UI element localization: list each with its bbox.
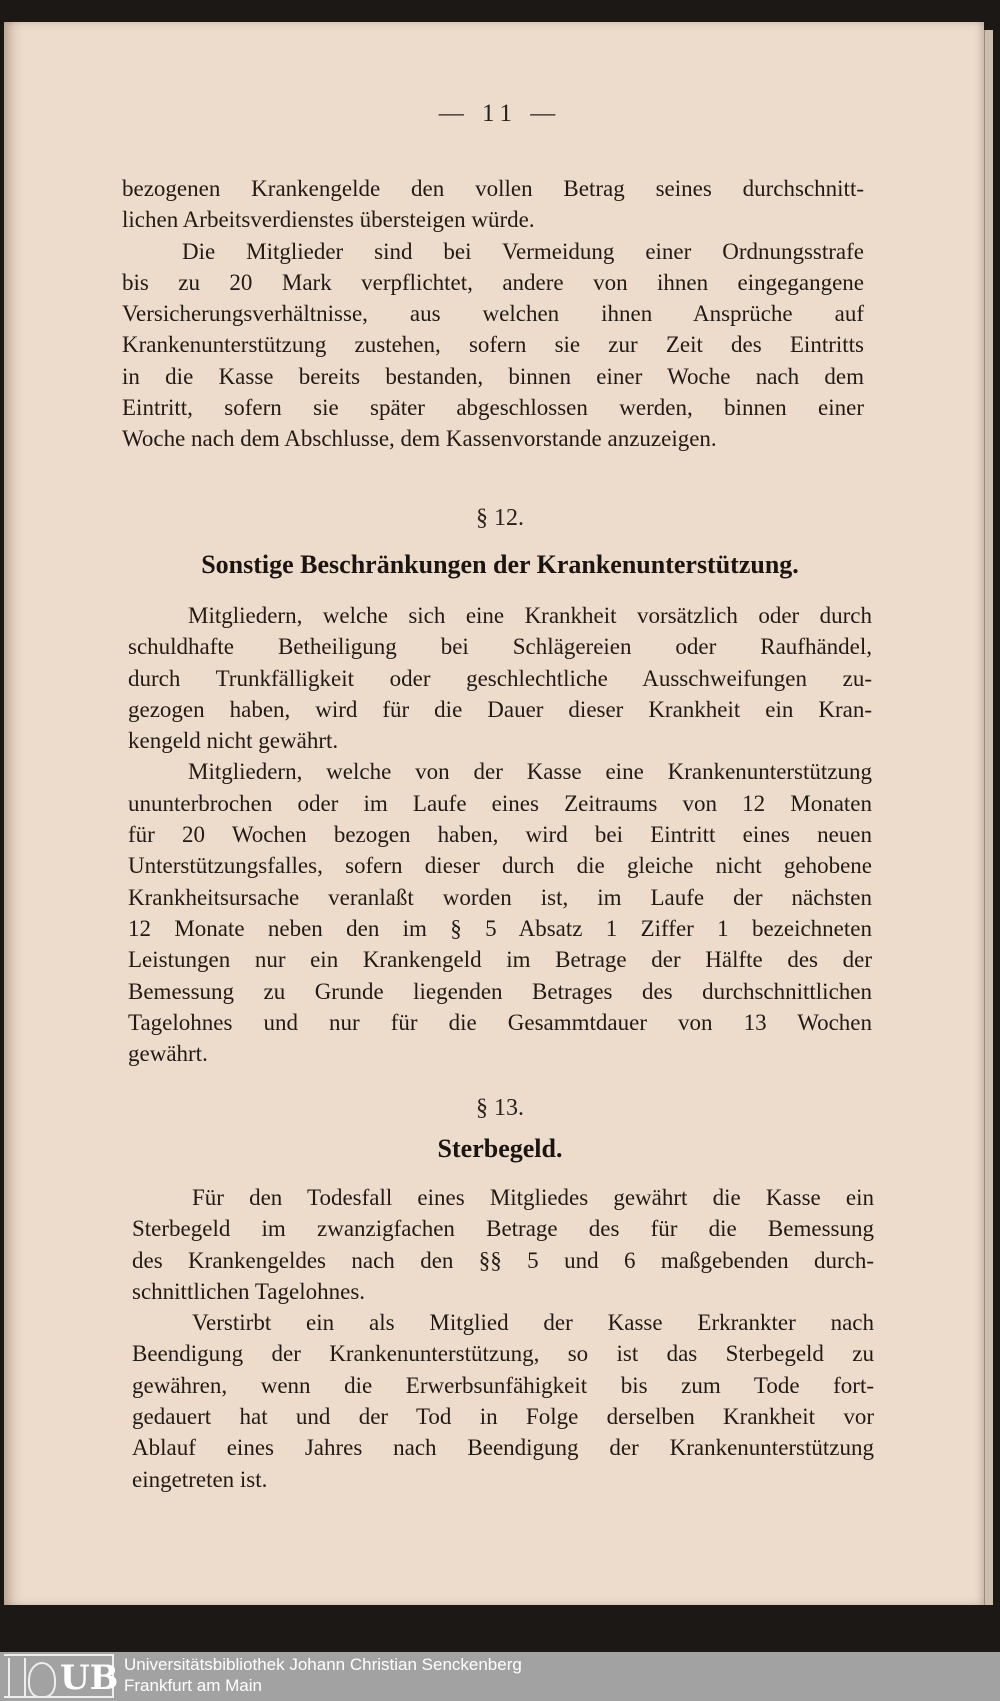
text-line: Für den Todesfall eines Mitgliedes gewährt die Kasse ein [192,1185,874,1210]
text-line: ununterbrochen oder im Laufe eines Zeitraums von 12 Monaten [128,790,872,816]
section-13-title: Sterbegeld. [437,1134,563,1163]
text-line: kengeld nicht gewährt. [128,728,339,754]
text-line: des Krankengeldes nach den §§ 5 und 6 maßgebenden durch- [132,1247,874,1273]
text-line: bezogenen Krankengelde den vollen Betrag seines durchschnitt- [122,176,864,201]
portrait-logo-icon [28,1662,56,1698]
text-line: Die Mitglieder sind bei Vermeidung einer Ordnungsstrafe [182,238,864,264]
text-line: bis zu 20 Mark verpflichtet, andere von ihnen eingegangene [122,269,864,295]
text-line: Mitgliedern, welche sich eine Krankheit vorsätzlich oder durch [188,603,872,628]
text-line: Leistungen nur ein Krankengeld im Betrage der Hälfte des der [128,947,872,973]
library-city: Frankfurt am Main [124,1676,262,1695]
column-logo-icon [8,1658,26,1696]
text-line: Mitgliedern, welche von der Kasse eine Krankenunterstützung [188,759,872,785]
page-number: — 11 — [438,100,562,127]
ub-logo-text: UB [60,1658,119,1698]
page-stack-edge [984,30,993,1605]
text-line: Ablauf eines Jahres nach Beendigung der Krankenunterstützung [132,1435,874,1461]
section-12-number: § 12. [476,505,524,531]
text-line: Tagelohnes und nur für die Gesammtdauer von 13 Wochen [128,1009,872,1035]
text-line: für 20 Wochen bezogen haben, wird bei Eintritt eines neuen [128,822,872,848]
section-12-title: Sonstige Beschränkungen der Krankenunterstützung. [201,550,799,579]
text-line: Beendigung der Krankenunterstützung, so ist das Sterbegeld zu [132,1341,874,1367]
section-13-body [132,1182,874,1495]
text-line: Versicherungsverhältnisse, aus welchen ihnen Ansprüche auf [122,301,864,327]
text-line: gedauert hat und der Tod in Folge derselben Krankheit vor [132,1404,874,1430]
section-12-body [128,600,872,1069]
text-line: Bemessung zu Grunde liegenden Betrages des durchschnittlichen [128,978,872,1004]
text-line: gewährt. [128,1041,208,1067]
text-line: Verstirbt ein als Mitglied der Kasse Erkrankter nach [192,1310,874,1336]
text-line: Sterbegeld im zwanzigfachen Betrage des für die Bemessung [132,1216,874,1242]
text-line: Krankheitsursache veranlaßt worden ist, im Laufe der nächsten [128,884,872,910]
text-line: Eintritt, sofern sie später abgeschlossen werden, binnen einer [122,395,864,421]
text-line: gezogen haben, wird für die Dauer dieser Krankheit ein Kran- [128,696,872,722]
text-line: 12 Monate neben den im § 5 Absatz 1 Ziffer 1 bezeichneten [128,915,872,941]
text-line: in die Kasse bereits bestanden, binnen einer Woche nach dem [122,363,864,389]
library-name: Universitätsbibliothek Johann Christian Senckenberg [124,1655,522,1674]
paragraph-continuation [122,173,864,455]
ub-logo [4,1654,119,1698]
text-line: gewähren, wenn die Erwerbsunfähigkeit bis zum Tode fort- [132,1372,874,1398]
text-line: Unterstützungsfalles, sofern dieser durch die gleiche nicht gehobene [128,853,872,879]
text-line: Krankenunterstützung zustehen, sofern sie zur Zeit des Eintritts [122,332,864,358]
text-line: lichen Arbeitsverdienstes übersteigen würde. [122,207,535,233]
text-line: schnittlichen Tagelohnes. [132,1278,366,1304]
library-footer [0,1652,1000,1701]
text-line: schuldhafte Betheiligung bei Schlägereien oder Raufhändel, [128,634,872,660]
section-13-number: § 13. [476,1095,524,1121]
text-line: eingetreten ist. [132,1466,268,1492]
text-line: Woche nach dem Abschlusse, dem Kassenvorstande anzuzeigen. [122,426,717,452]
text-line: durch Trunkfälligkeit oder geschlechtliche Ausschweifungen zu- [128,665,872,691]
